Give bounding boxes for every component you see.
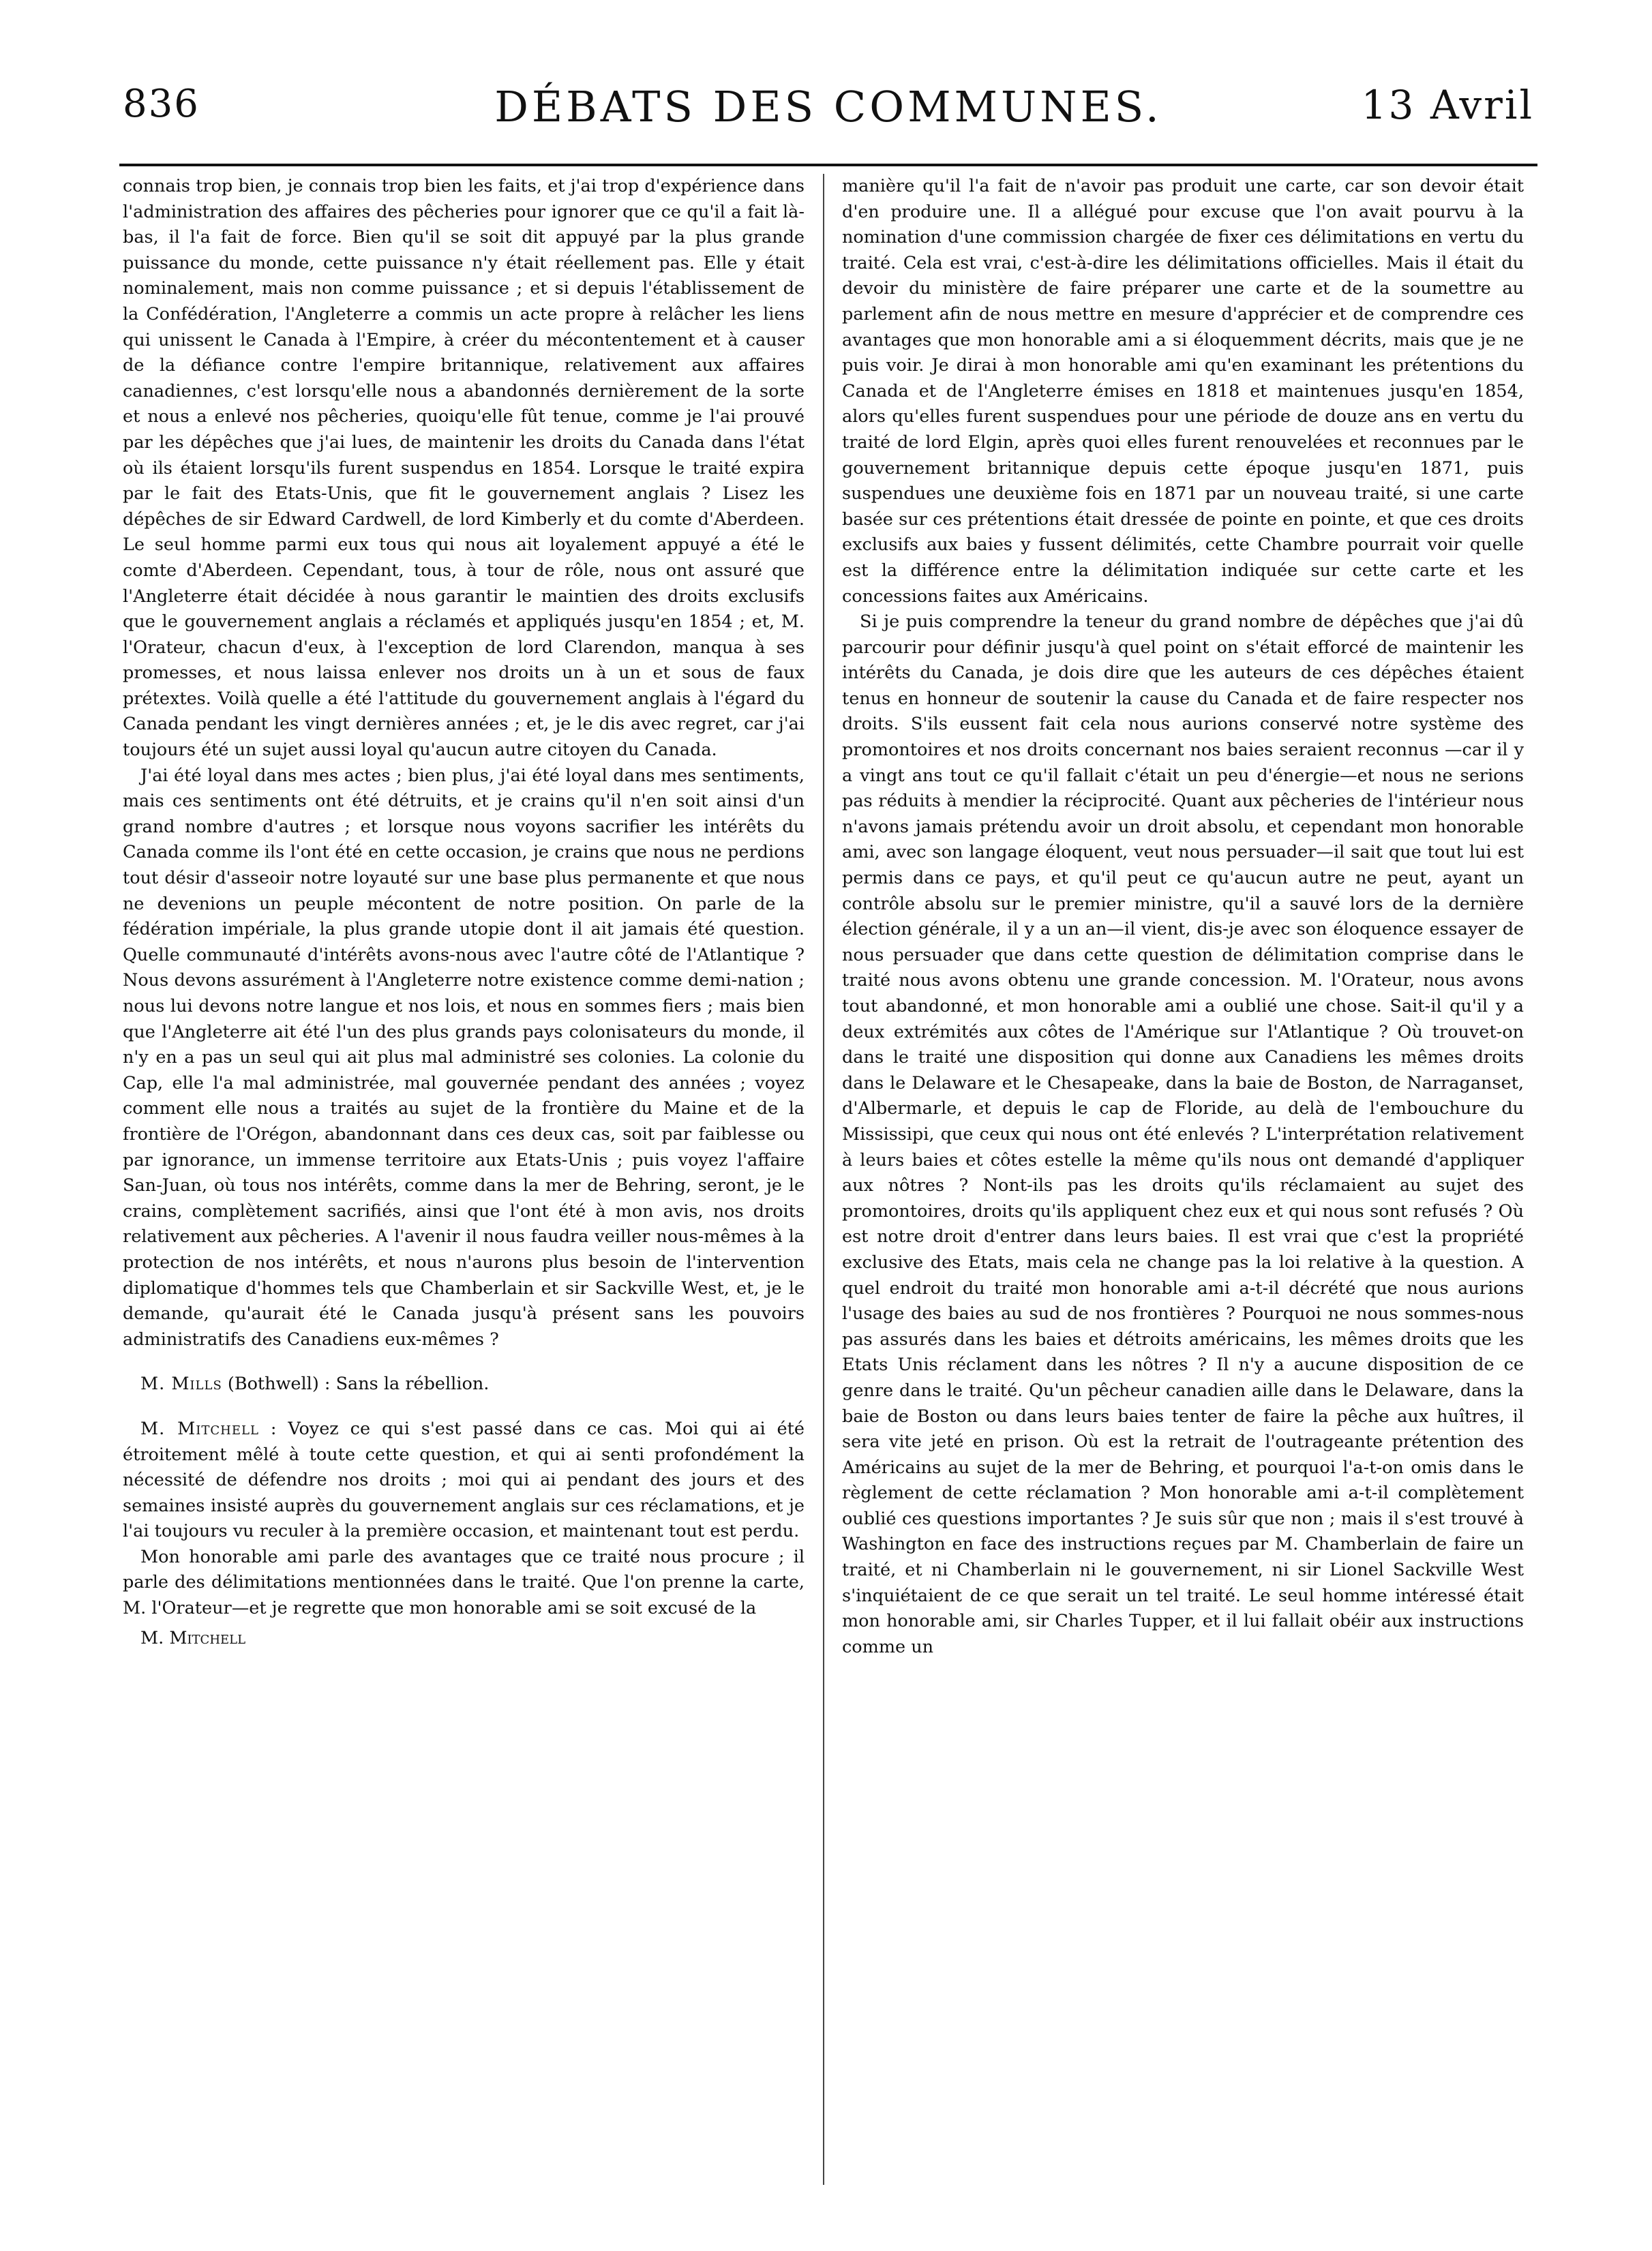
paragraph: Mon honorable ami parle des avantages que ce traité nous procure ; il parle des délimitations mentionnées dans le traité. Que l'on prenne la carte, M. l'Orateur—et je regrette que mon honorable ami se soit excusé de la <box>123 1546 805 1619</box>
speech-text: (Bothwell) : Sans la rébellion. <box>222 1374 490 1395</box>
speech-mitchell <box>123 1417 805 1545</box>
page-header <box>123 82 1534 150</box>
speaker-name: M. Mitchell <box>140 1418 259 1439</box>
paragraph: connais trop bien, je connais trop bien les faits, et j'ai trop d'expérience dans l'administration des affaires des pêcheries pour ignorer que ce qu'il a fait là-bas, il l'a fait de force. Bien qu'il se soit dit appuyé par la plus grande puissance du monde, cette puissance n'y était réellement pas. Elle y était nominalement, mais non comme puissance ; et si depuis l'établissement de la Confédération, l'Angleterre a commis un acte propre à relâcher les liens qui unissent le Canada à l'Empire, à créer du mécontentement et à causer de la défiance contre l'empire britannique, relativement aux affaires canadiennes, c'est lorsqu'elle nous a abandonnés dernièrement de la sorte et nous a enlevé nos pêcheries, quoiqu'elle fût tenue, comme je l'ai prouvé par les dépêches que j'ai lues, de maintenir les droits du Canada dans l'état où ils étaient lorsqu'ils furent suspendus en 1854. Lorsque le traité expira par le fait des Etats-Unis, que fit le gouvernement anglais ? Lisez les dépêches de sir Edward Cardwell, de lord Kimberly et du comte d'Aberdeen. Le seul homme parmi eux tous qui nous ait loyalement appuyé a été le comte d'Aberdeen. Cependant, tous, à tour de rôle, nous ont assuré que l'Angleterre était décidée à nous garantir le maintien des droits exclusifs que le gouvernement anglais a réclamés et appliqués jusqu'en 1854 ; et, M. l'Orateur, chacun d'eux, à l'exception de lord Clarendon, manqua à ses promesses, et nous laissa enlever nos droits un à un et sous de faux prétextes. Voilà quelle a été l'attitude du gouvernement anglais à l'égard du Canada pendant les vingt dernières années ; et, je le dis avec regret, car j'ai toujours été un sujet aussi loyal qu'aucun autre citoyen du Canada. <box>123 176 805 761</box>
running-title: DÉBATS DES COMMUNES. <box>494 82 1162 132</box>
left-column <box>123 174 805 2185</box>
column-divider <box>823 174 824 2185</box>
paragraph: manière qu'il l'a fait de n'avoir pas produit une carte, car son devoir était d'en produire une. Il a allégué pour excuse que l'on avait pourvu à la nomination d'une commission chargée de fixer ces délimitations en vertu du traité. Cela est vrai, c'est-à-dire les délimitations officielles. Mais il était du devoir du ministère de faire préparer une carte et de la soumettre au parlement afin de nous mettre en mesure d'apprécier et de comprendre ces avantages que mon honorable ami a si éloquemment décrits, mais que je ne puis voir. Je dirai à mon honorable ami qu'en examinant les prétentions du Canada et de l'Angleterre émises en 1818 et maintenues jusqu'en 1854, alors qu'elles furent suspendues pour une période de douze ans en vertu du traité de lord Elgin, après quoi elles furent renouvelées et reconnues par le gouvernement britannique depuis cette époque jusqu'en 1871, puis suspendues une deuxième fois en 1871 par un nouveau traité, si une carte basée sur ces prétentions était dressée de pointe en pointe, et que ces droits exclusifs aux baies y fussent délimités, cette Chambre pourrait voir quelle est la différence entre la délimitation indiquée sur cette carte et les concessions faites aux Américains. <box>842 176 1524 607</box>
paragraph: Si je puis comprendre la teneur du grand nombre de dépêches que j'ai dû parcourir pour définir jusqu'à quel point on s'était efforcé de maintenir les intérêts du Canada, je dois dire que les auteurs de ces dépêches étaient tenus en honneur de soutenir la cause du Canada et de faire respecter nos droits. S'ils eussent fait cela nous aurions conservé notre système des promontoires et nos droits concernant nos baies seraient reconnus —car il y a vingt ans tout ce qu'il fallait c'était un peu d'énergie—et nous ne serions pas réduits à mendier la réciprocité. Quant aux pêcheries de l'intérieur nous n'avons jamais prétendu avoir un droit absolu, et cependant mon honorable ami, avec son langage éloquent, veut nous persuader—il sait que tout lui est permis dans ce pays, et qu'il peut ce qu'aucun autre ne peut, ayant un contrôle absolu sur le premier ministre, qu'il a sauvé lors de la dernière élection générale, il y a un an—il vient, dis-je avec son éloquence essayer de nous persuader que dans cette question de délimitation comprise dans le traité nous avons obtenu une grande concession. M. l'Orateur, nous avons tout abandonné, et mon honorable ami a oublié une chose. Sait-il qu'il y a deux extrémités aux côtes de l'Amérique sur l'Atlantique ? Où trouvet-on dans le traité une disposition qui donne aux Canadiens les mêmes droits dans le Delaware et le Chesapeake, dans la baie de Boston, de Narraganset, d'Albermarle, et depuis le cap de Floride, au delà de l'embouchure du Mississipi, que ceux qui nous ont été enlevés ? L'interprétation relativement à leurs baies et côtes estelle la même qu'ils nous ont demandé d'appliquer aux nôtres ? Nont-ils pas les droits qu'ils réclamaient au sujet des promontoires, droits qu'ils appliquent chez eux et qui nous sont refusés ? Où est notre droit d'entrer dans leurs baies. Il est vrai que c'est la propriété exclusive des Etats, mais cela ne change pas la loi relative à la question. A quel endroit du traité mon honorable ami a-t-il décrété que nous aurions l'usage des baies au sud de nos frontières ? Pourquoi ne nous sommes-nous pas assurés dans les baies et détroits américains, les mêmes droits que les Etats Unis réclament dans les nôtres ? Il n'y a aucune disposition de ce genre dans le traité. Qu'un pêcheur canadien aille dans le Delaware, dans la baie de Boston ou dans leurs baies tenter de faire la pêche aux huîtres, il sera vite jeté en prison. Où est la retrait de l'outrageante prétention des Américains au sujet de la mer de Behring, et pourquoi l'a-t-on omis dans le règlement de cette réclamation ? Mon honorable ami a-t-il complètement oublié ces questions importantes ? Je suis sûr que non ; mais il s'est trouvé à Washington en face des instructions reçues par M. Chamberlain de faire un traité, et ni Chamberlain ni le gouvernement, ni sir Lionel Sackville West s'inquiétaient de ce que serait un tel traité. Le seul homme intéressé était mon honorable ami, sir Charles Tupper, et il lui fallait obéir aux instructions comme un <box>842 611 1524 1657</box>
speech-mills <box>123 1372 805 1398</box>
header-date: 13 Avril <box>1361 82 1534 128</box>
right-column <box>842 174 1524 2185</box>
footer-speaker-name: M. Mitchell <box>140 1627 246 1648</box>
speaker-name: M. Mills <box>140 1374 222 1395</box>
speech-text: : Voyez ce qui s'est passé dans ce cas. Moi qui ai été étroitement mêlé à toute cette question, et qui ai senti profondément la nécessité de défendre nos droits ; moi qui ai pendant des jours et des semaines insisté auprès du gouvernement anglais sur ces réclamations, et je l'ai toujours vu reculer à la première occasion, et maintenant tout est perdu. <box>123 1418 805 1542</box>
header-rule <box>119 164 1537 166</box>
page-number: 836 <box>123 82 200 126</box>
paragraph: J'ai été loyal dans mes actes ; bien plus, j'ai été loyal dans mes sentiments, mais ces sentiments ont été détruits, et je crains qu'il n'en soit ainsi d'un grand nombre d'autres ; et lorsque nous voyons sacrifier les intérêts du Canada comme ils l'ont été en cette occasion, je crains que nous ne perdions tout désir d'asseoir notre loyauté sur une base plus permanente et que nous ne devenions un peuple mécontent de notre position. On parle de la fédération impériale, la plus grande utopie dont il ait jamais été question. Quelle communauté d'intérêts avons-nous avec l'autre côté de l'Atlantique ? Nous devons assurément à l'Angleterre notre existence comme demi-nation ; nous lui devons notre langue et nos lois, et nous en sommes fiers ; mais bien que l'Angleterre ait été l'un des plus grands pays colonisateurs du monde, il n'y en a pas un seul qui ait plus mal administré ses colonies. La colonie du Cap, elle l'a mal administrée, mal gouvernée pendant des années ; voyez comment elle nous a traités au sujet de la frontière du Maine et de la frontière de l'Orégon, abandonnant dans ces deux cas, soit par faiblesse ou par ignorance, un immense territoire aux Etats-Unis ; puis voyez l'affaire San-Juan, où tous nos intérêts, comme dans la mer de Behring, seront, je le crains, complètement sacrifiés, ainsi que l'ont été à mon avis, nos droits relativement aux pêcheries. A l'avenir il nous faudra veiller nous-mêmes à la protection de nos intérêts, et nous n'aurons plus besoin de l'intervention diplomatique d'hommes tels que Chamberlain et sir Sackville West, et, je le demande, qu'aurait été le Canada jusqu'à présent sans les pouvoirs administratifs des Canadiens eux-mêmes ? <box>123 765 805 1350</box>
